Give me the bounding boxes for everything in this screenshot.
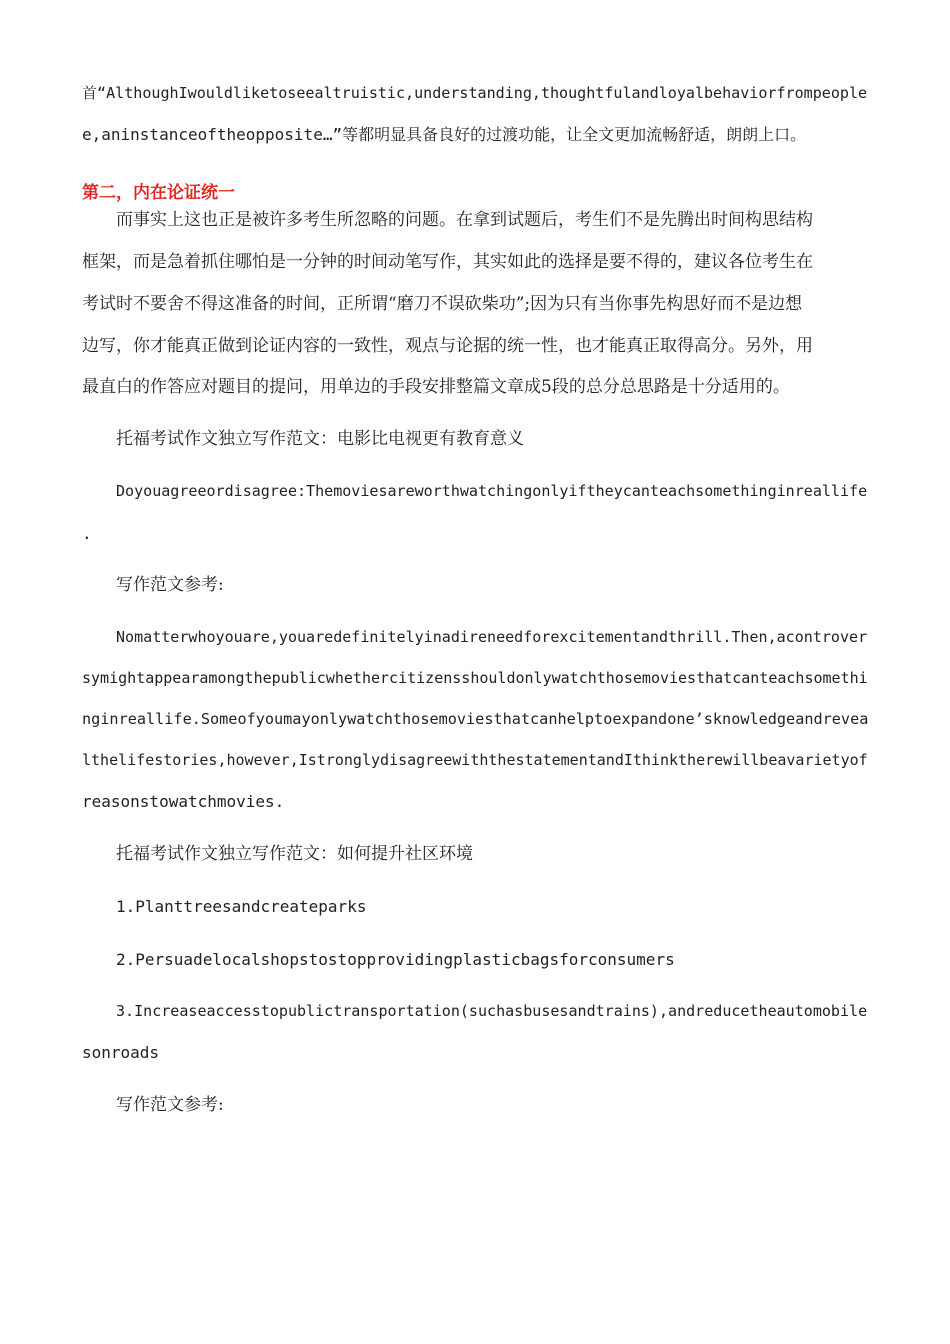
intro-line-2: e,aninstanceoftheopposite…”等都明显具备良好的过渡功能，让全文更加流畅舒适，朗朗上口。 — [82, 125, 807, 144]
essay-body-line: reasonstowatchmovies. — [82, 792, 285, 811]
list-item-continuation: sonroads — [82, 1043, 160, 1062]
intro-line-1: 首“AlthoughIwouldliketoseealtruistic,understanding,thoughtfulandloyalbehaviorfrompeople — [82, 84, 868, 102]
paragraph-line: 框架，而是急着抓住哪怕是一分钟的时间动笔写作，其实如此的选择是要不得的，建议各位考生在 — [82, 252, 813, 272]
section-heading: 第二，内在论证统一 — [82, 183, 235, 203]
essay-body-line: symightappearamongthepublicwhethercitizensshouldonlywatchthosemoviesthatcanteachsomethi — [82, 669, 868, 687]
essay-body-line: lthelifestories,however,IstronglydisagreewiththestatementandIthinktherewillbeavarietyof — [82, 751, 868, 769]
paragraph-line: 考试时不要舍不得这准备的时间，正所谓“磨刀不误砍柴功”;因为只有当你事先构思好而不是边想 — [82, 294, 803, 314]
list-item: 2.Persuadelocalshopstostopprovidingplasticbagsforconsumers — [116, 950, 675, 969]
essay-prompt-line-2: . — [82, 524, 92, 543]
essay-body-line: Nomatterwhoyouare,youaredefinitelyinadireneedforexcitementandthrill.Then,acontrover — [116, 628, 868, 646]
essay-title: 托福考试作文独立写作范文：如何提升社区环境 — [116, 844, 473, 864]
reference-label: 写作范文参考: — [116, 1095, 224, 1115]
essay-prompt-line-1: Doyouagreeordisagree:Themoviesareworthwatchingonlyiftheycanteachsomethinginreallife — [116, 482, 868, 500]
paragraph-line: 边写，你才能真正做到论证内容的一致性，观点与论据的统一性，也才能真正取得高分。另外，用 — [82, 336, 813, 356]
list-item: 1.Planttreesandcreateparks — [116, 897, 367, 916]
paragraph-line: 而事实上这也正是被许多考生所忽略的问题。在拿到试题后，考生们不是先腾出时间构思结构 — [116, 210, 813, 230]
essay-title: 托福考试作文独立写作范文：电影比电视更有教育意义 — [116, 429, 524, 449]
paragraph-line: 最直白的作答应对题目的提问，用单边的手段安排整篇文章成5段的总分总思路是十分适用的。 — [82, 377, 790, 397]
essay-body-line: nginreallife.Someofyoumayonlywatchthosemoviesthatcanhelptoexpandone’sknowledgeandrevea — [82, 710, 869, 728]
list-item: 3.Increaseaccesstopublictransportation(suchasbusesandtrains),andreducetheautomobile — [116, 1002, 868, 1020]
reference-label: 写作范文参考: — [116, 575, 224, 595]
